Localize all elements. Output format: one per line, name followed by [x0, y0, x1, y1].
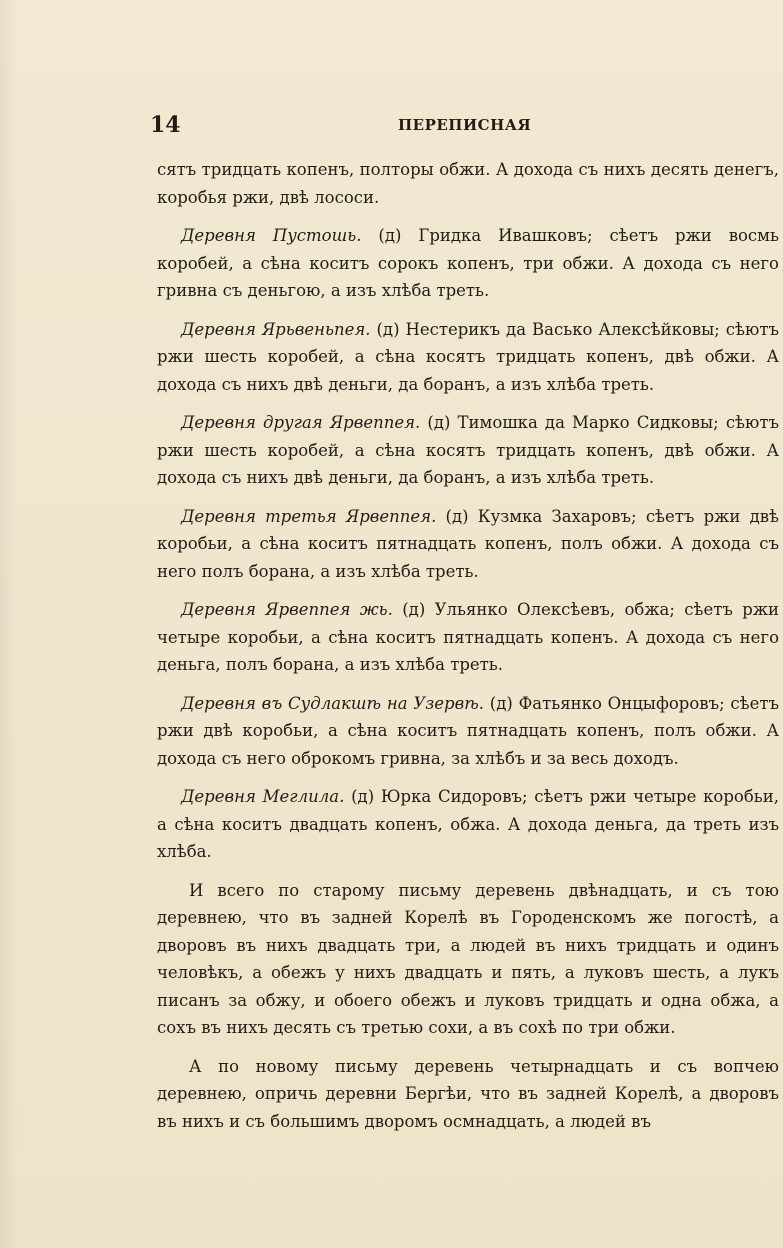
entry-text: (д) Кузмка Захаровъ; сѣетъ ржи двѣ коробьи, а сѣна коситъ пятнадцать копенъ, полъ обжи. А дохода съ него полъ борана, а изъ хлѣба треть. — [157, 506, 779, 581]
page-header — [0, 112, 783, 142]
place-name: Деревня въ Судлакшѣ на Узервѣ. — [181, 693, 485, 713]
entry-yarveppeya-zh — [157, 596, 779, 679]
place-name: Деревня третья Ярвеппея. — [181, 506, 437, 526]
body-text — [157, 156, 779, 1146]
entry-text: (д) Гридка Ивашковъ; сѣетъ ржи восмь коробей, а сѣна коситъ сорокъ копенъ, три обжи. А дохода съ него гривна съ деньгою, а изъ хлѣба треть. — [157, 226, 779, 300]
running-title: ПЕРЕПИСНАЯ — [398, 116, 532, 134]
place-name: Деревня Меглила. — [181, 787, 345, 806]
entry-text: (д) Юрка Сидоровъ; сѣетъ ржи четыре коробьи, а сѣна коситъ двадцать копенъ, обжа. А дохода деньга, да треть изъ хлѣба. — [157, 787, 779, 861]
entry-text: (д) Тимошка да Марко Сидковы; сѣютъ ржи шесть коробей, а сѣна косятъ тридцать копенъ, двѣ обжи. А дохода съ нихъ двѣ деньги, да боранъ, а изъ хлѣба треть. — [157, 413, 779, 487]
paragraph-continuation — [157, 156, 779, 211]
paragraph-text: А по новому письму деревень четырнадцать и съ вопчею деревнею, опричь деревни Бергѣи, что въ задней Корелѣ, а дворовъ въ нихъ и съ большимъ дворомъ осмнадцать, а людей въ — [157, 1056, 779, 1131]
entry-yarvenpeya — [157, 316, 779, 399]
entry-sudlakshe — [157, 690, 779, 773]
entry-text: (д) Нестерикъ да Васько Алексѣйковы; сѣютъ ржи шесть коробей, а сѣна косятъ тридцать копенъ, двѣ обжи. А дохода съ нихъ двѣ деньги, да боранъ, а изъ хлѣба треть. — [157, 319, 779, 394]
entry-text: (д) Фатьянко Онцыфоровъ; сѣетъ ржи двѣ коробьи, а сѣна коситъ пятнадцать копенъ, полъ обжи. А дохода съ него оброкомъ гривна, за хлѣбъ и за весь доходъ. — [157, 693, 779, 768]
entry-meglila — [157, 783, 779, 866]
entry-drugaya-yarveppeya — [157, 409, 779, 492]
entry-tretya-yarveppeya — [157, 503, 779, 586]
page-number: 14 — [150, 112, 181, 138]
place-name: Деревня другая Ярвеппея. — [181, 413, 421, 432]
place-name: Деревня Ярвеппея жь. — [181, 600, 393, 619]
summary-old-census — [157, 877, 779, 1042]
entry-pustosh — [157, 222, 779, 305]
entry-text: (д) Ульянко Олексѣевъ, обжа; сѣетъ ржи четыре коробьи, а сѣна коситъ пятнадцать копенъ. А дохода съ него деньга, полъ борана, а изъ хлѣба треть. — [157, 600, 779, 674]
paragraph-text: сятъ тридцать копенъ, полторы обжи. А дохода съ нихъ десять денегъ, коробья ржи, двѣ лососи. — [157, 160, 779, 207]
place-name: Деревня Пустошь. — [181, 226, 362, 245]
paragraph-text: И всего по старому письму деревень двѣнадцать, и съ тою деревнею, что въ задней Корелѣ въ Городенскомъ же погостѣ, а дворовъ въ нихъ двадцать три, а людей въ нихъ тридцать и одинъ человѣкъ, а обежъ у нихъ двадцать и пять, а луковъ шесть, а лукъ писанъ за обжу, и обоего обежъ и луковъ тридцать и одна обжа, а сохъ въ нихъ десять съ третью сохи, а въ сохѣ по три обжи. — [157, 880, 779, 1037]
summary-new-census — [157, 1053, 779, 1136]
place-name: Деревня Ярьвеньпея. — [181, 319, 371, 339]
